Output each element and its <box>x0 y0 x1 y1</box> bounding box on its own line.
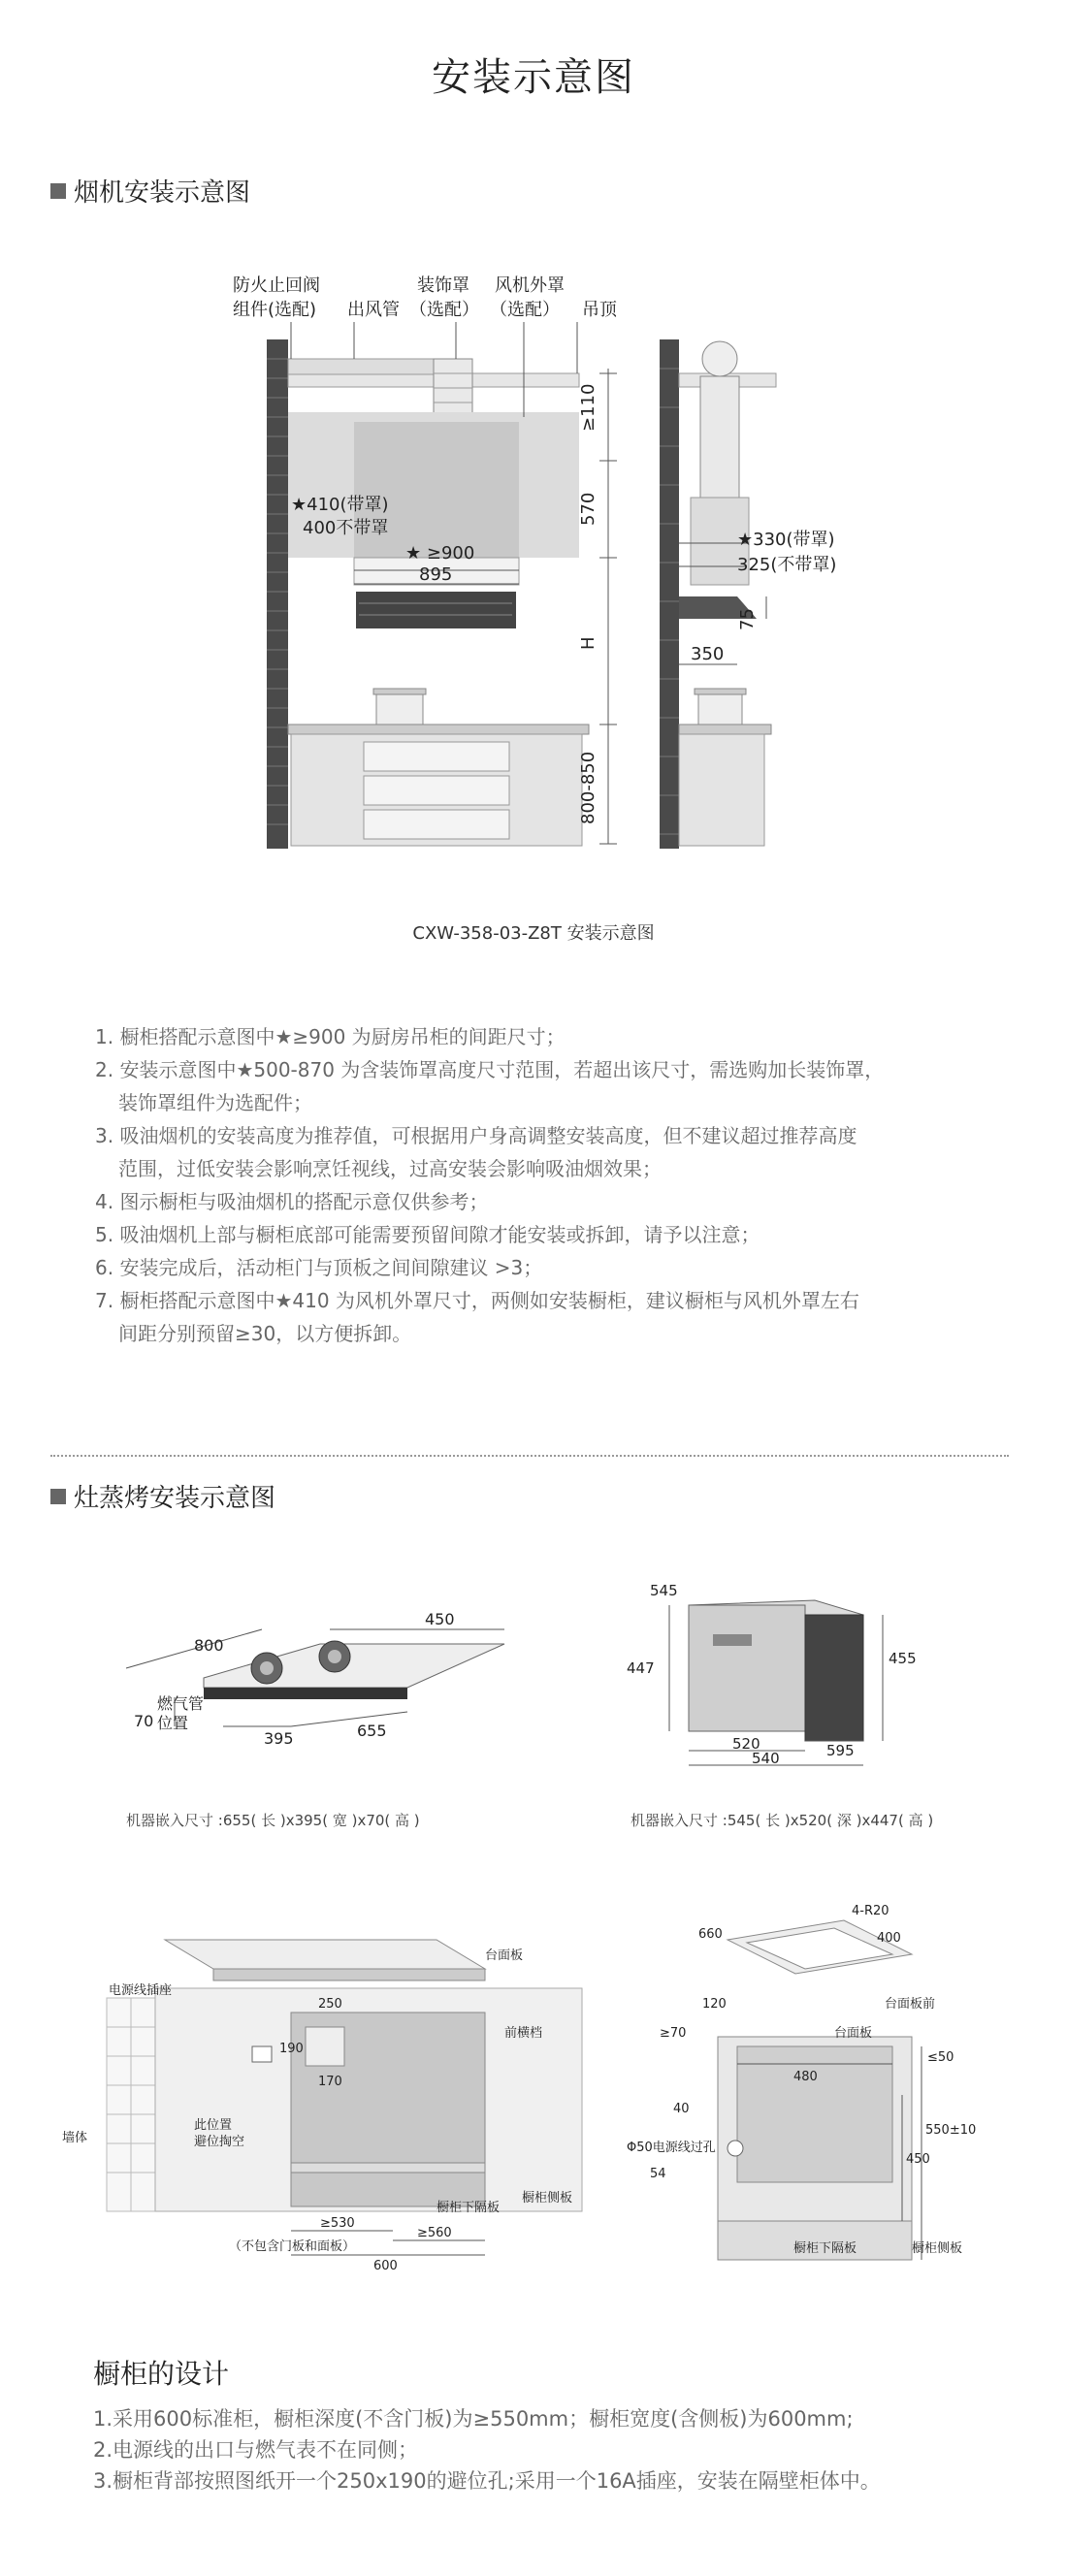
oven-dim-520: 520 <box>732 1735 760 1753</box>
note-item: 7. 橱柜搭配示意图中★410 为风机外罩尺寸，两侧如安装橱柜，建议橱柜与风机外罩左右 <box>95 1289 859 1312</box>
cab-dim-170: 170 <box>318 2075 342 2089</box>
stove-dim-450: 450 <box>425 1610 455 1628</box>
tiled-wall <box>107 1998 155 2211</box>
cab-dim-530: ≥530 <box>320 2216 355 2231</box>
oc-dim-660: 660 <box>698 1927 723 1942</box>
note-item: 装饰罩组件为选配件； <box>118 1091 312 1114</box>
section-heading-stove-oven <box>50 1478 275 1514</box>
stove-dim-655: 655 <box>357 1722 387 1740</box>
dim-400: 400不带罩 <box>303 518 389 538</box>
stove-cabinet-diagram <box>58 1930 601 2299</box>
oc-dim-450: 450 <box>906 2152 930 2167</box>
oven-diagram <box>621 1566 931 1770</box>
stove-dim-70: 70 <box>134 1712 154 1730</box>
dim-350: 350 <box>691 644 725 664</box>
section-title-stove-oven: 灶蒸烤安装示意图 <box>74 1484 276 1513</box>
hood-install-diagram <box>0 262 1067 883</box>
stove-gas-2: 位置 <box>157 1714 189 1732</box>
oc-dim-120: 120 <box>702 1997 727 2012</box>
cab-side-panel: 橱柜侧板 <box>522 2191 573 2206</box>
cabinet-design-title: 橱柜的设计 <box>93 2358 230 2390</box>
stove-diagram <box>97 1591 543 1765</box>
cab-countertop: 台面板 <box>485 1948 524 1963</box>
stove-gas-1: 燃气管 <box>157 1694 205 1713</box>
stove-dim-800: 800 <box>194 1636 224 1655</box>
label-duct: 出风管 <box>347 300 400 320</box>
note-item: 6. 安装完成后，活动柜门与顶板之间间隙建议 >3； <box>95 1256 543 1279</box>
note-item: 范围，过低安装会影响烹饪视线，过高安装会影响吸油烟效果； <box>118 1157 662 1180</box>
dim-325: 325(不带罩) <box>737 555 837 575</box>
note-item: 2. 安装示意图中★500-870 为含装饰罩高度尺寸范围，若超出该尺寸，需选购加长装饰罩， <box>95 1058 885 1081</box>
cab-power-socket: 电源线插座 <box>109 1983 173 1998</box>
square-bullet-icon <box>50 183 66 199</box>
oc-dim-400: 400 <box>877 1931 901 1946</box>
design-note-item: 3.橱柜背部按照图纸开一个250x190的避位孔;采用一个16A插座，安装在隔壁柜体中。 <box>93 2469 881 2493</box>
oven-cabinet-diagram <box>621 1901 977 2299</box>
dim-895: 895 <box>419 564 453 585</box>
label-cover-2: （选配） <box>409 300 479 320</box>
oc-dim-54: 54 <box>650 2167 666 2181</box>
dim-330: ★330(带罩) <box>737 530 835 550</box>
cab-void-2: 避位掏空 <box>194 2135 245 2149</box>
stove-caption: 机器嵌入尺寸 :655( 长 )x395( 宽 )x70( 高 ) <box>126 1812 420 1829</box>
label-check-valve-1: 防火止回阀 <box>233 275 320 296</box>
dim-800-850: 800-850 <box>578 751 598 824</box>
page-title: 安装示意图 <box>432 55 635 100</box>
section-title-hood: 烟机安装示意图 <box>74 178 251 208</box>
note-item: 间距分别预留≥30，以方便拆卸。 <box>118 1322 412 1345</box>
cab-dim-600: 600 <box>373 2259 398 2273</box>
range-hood-body <box>356 592 516 628</box>
design-note-item: 1.采用600标准柜，橱柜深度(不含门板)为≥550mm；橱柜宽度(含侧板)为600mm; <box>93 2407 854 2431</box>
oven-dim-545: 545 <box>650 1582 678 1599</box>
dim-75: 75 <box>737 608 758 630</box>
label-cover-1: 装饰罩 <box>417 275 469 296</box>
oven-dim-595: 595 <box>826 1742 855 1759</box>
dim-h: H <box>578 636 598 650</box>
square-bullet-icon <box>50 1489 66 1504</box>
label-ceiling: 吊顶 <box>582 300 617 320</box>
dim-410: ★410(带罩) <box>291 495 389 515</box>
oven-dim-447: 447 <box>627 1659 655 1677</box>
dim-570: 570 <box>578 492 598 526</box>
cab-bottom-panel: 橱柜下隔板 <box>436 2201 501 2215</box>
stove-dim-395: 395 <box>264 1729 294 1748</box>
label-check-valve-2: 组件(选配) <box>233 300 317 320</box>
cab-void-1: 此位置 <box>194 2118 233 2133</box>
oc-dim-480: 480 <box>793 2070 818 2084</box>
dim-900: ★ ≥900 <box>405 543 475 564</box>
label-outer-1: 风机外罩 <box>495 275 565 296</box>
side-view <box>660 339 776 849</box>
cab-dim-560: ≥560 <box>417 2226 452 2240</box>
oven-dim-455: 455 <box>889 1650 917 1667</box>
section-divider <box>50 1455 1009 1457</box>
cabinet-design-notes <box>93 2403 881 2496</box>
oc-power-hole: Φ50电源线过孔 <box>627 2141 716 2155</box>
oc-dim-40: 40 <box>673 2102 690 2116</box>
label-outer-2: （选配） <box>490 300 560 320</box>
hood-notes-list <box>95 1020 968 1350</box>
cab-dim-190: 190 <box>279 2042 304 2056</box>
cab-dim-530-note: （不包含门板和面板） <box>229 2239 356 2254</box>
pot-left <box>376 693 423 724</box>
note-item: 3. 吸油烟机的安装高度为推荐值，可根据用户身高调整安装高度，但不建议超过推荐高度 <box>95 1124 857 1147</box>
hood-diagram-caption: CXW-358-03-Z8T 安装示意图 <box>412 923 655 944</box>
oc-dim-r20: 4-R20 <box>852 1904 889 1918</box>
left-brick-wall <box>267 339 288 849</box>
oven-dim-540: 540 <box>752 1750 780 1767</box>
dim-110: ≥110 <box>578 383 598 432</box>
oc-front-countertop: 台面板前 <box>885 1997 936 2012</box>
design-note-item: 2.电源线的出口与燃气表不在同侧； <box>93 2438 419 2462</box>
section-heading-hood <box>50 173 250 209</box>
oc-dim-70: ≥70 <box>660 2026 687 2041</box>
oven-caption: 机器嵌入尺寸 :545( 长 )x520( 深 )x447( 高 ) <box>630 1812 934 1829</box>
oc-side-panel: 橱柜侧板 <box>912 2241 963 2256</box>
oc-dim-550: 550±10 <box>925 2123 977 2138</box>
note-item: 4. 图示橱柜与吸油烟机的搭配示意仅供参考； <box>95 1190 489 1213</box>
cab-wall: 墙体 <box>62 2131 88 2145</box>
cab-front-beam: 前横档 <box>504 2026 543 2041</box>
note-item: 1. 橱柜搭配示意图中★≥900 为厨房吊柜的间距尺寸； <box>95 1025 566 1048</box>
oc-bottom-panel: 橱柜下隔板 <box>793 2241 857 2256</box>
note-item: 5. 吸油烟机上部与橱柜底部可能需要预留间隙才能安装或拆卸，请予以注意； <box>95 1223 760 1246</box>
cab-dim-250: 250 <box>318 1997 342 2012</box>
oc-dim-50: ≤50 <box>927 2050 954 2065</box>
oc-countertop: 台面板 <box>834 2026 873 2041</box>
